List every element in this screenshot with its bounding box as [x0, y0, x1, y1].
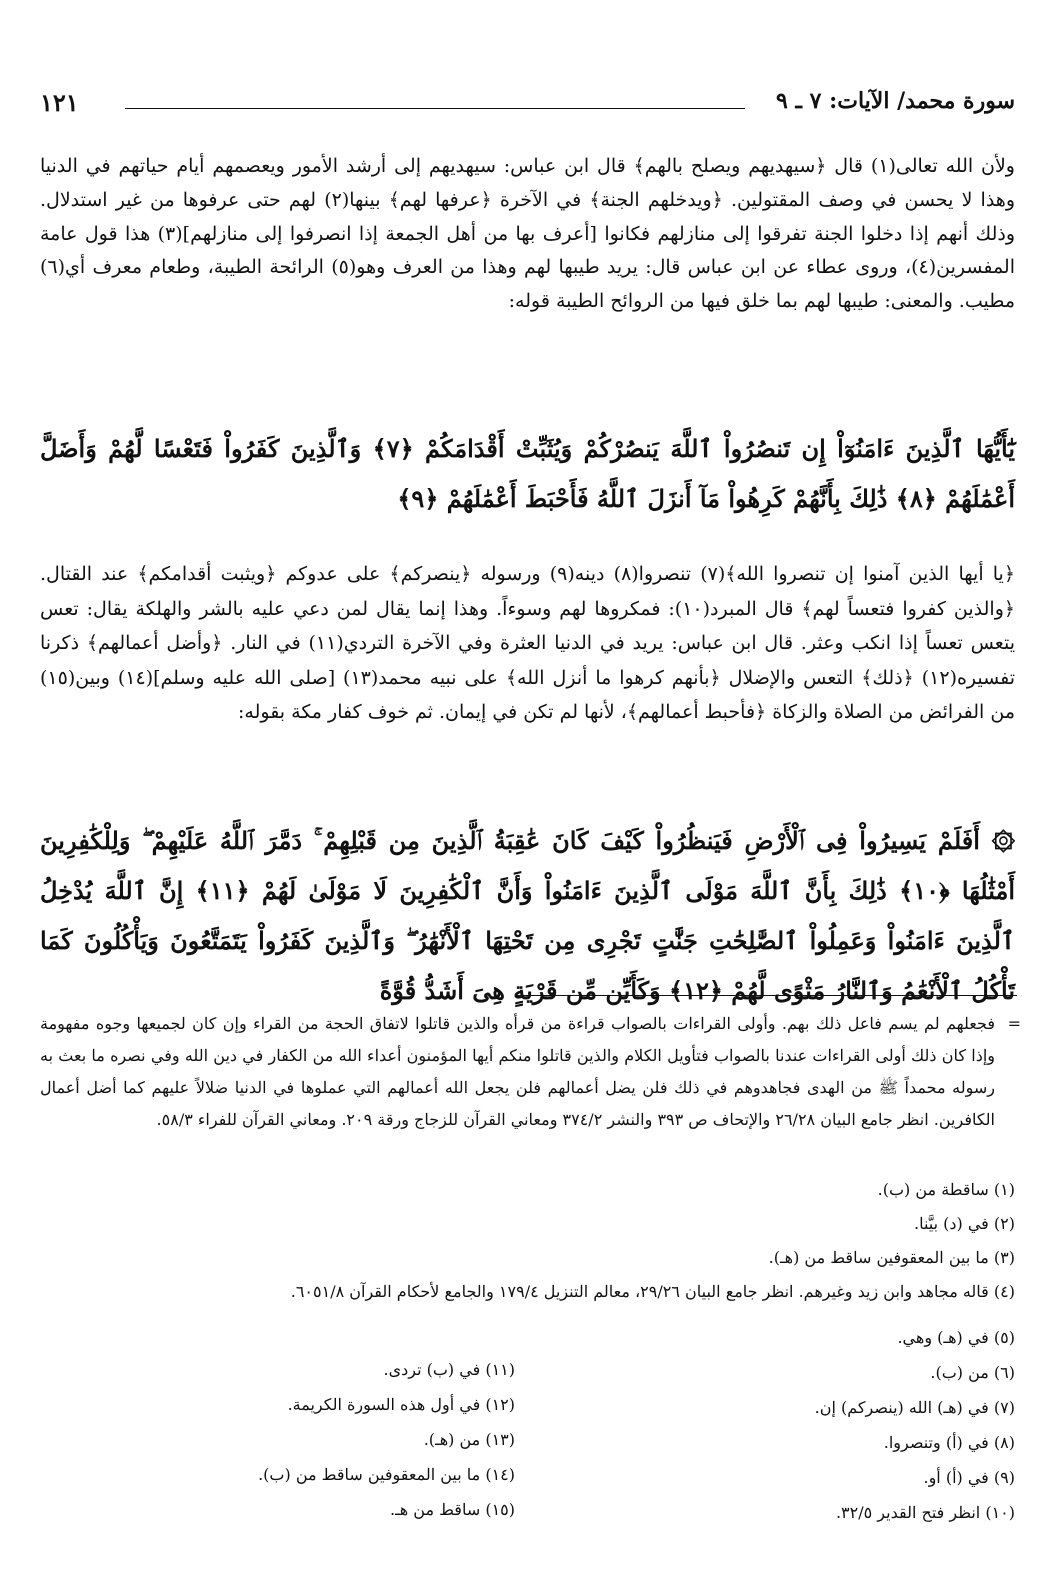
footnote-item: (١) ساقطة من (ب).	[877, 1180, 1015, 1199]
footnote-item: (١٥) ساقط من هـ.	[389, 1500, 515, 1519]
verse-text-2: ۞ أَفَلَمْ يَسِيرُواْ فِى ٱلْأَرْضِ فَيَنظُرُواْ كَيْفَ كَانَ عَٰقِبَةُ ٱلَّذِينَ مِن قَبْلِهِمْ ۚ دَمَّرَ ٱللَّهُ عَلَيْهِمْ ۖ وَلِلْكَٰفِرِينَ أَمْثَٰلُهَا ﴿١٠﴾ ذَٰلِكَ بِأَنَّ ٱللَّهَ مَوْلَى ٱلَّذِينَ ءَامَنُواْ وَأَنَّ ٱلْكَٰفِرِينَ لَا مَوْلَىٰ لَهُمْ ﴿١١﴾ إِنَّ ٱللَّهَ يُدْخِلُ ٱلَّذِينَ ءَامَنُواْ وَعَمِلُواْ ٱلصَّٰلِحَٰتِ جَنَّٰتٍ تَجْرِى مِن تَحْتِهَا ٱلْأَنْهَٰرُ ۖ وَٱلَّذِينَ كَفَرُواْ يَتَمَتَّعُونَ وَيَأْكُلُونَ كَمَا تَأْكُلُ ٱلْأَنْعَٰمُ وَٱلنَّارُ مَثْوًى لَّهُمْ ﴿١٢﴾ وَكَأَيِّن مِّن قَرْيَةٍ هِىَ أَشَدُّ قُوَّةً	[40, 826, 1016, 1005]
page-title: سورة محمد/ الآيات: ٧ ـ ٩	[776, 88, 1015, 114]
footnote-item: (١٣) من (هـ).	[423, 1430, 515, 1449]
footnote-item: (١١) في (ب) تردى.	[383, 1360, 515, 1379]
continuation-text: فجعلهم لم يسم فاعل ذلك بهم. وأولى القراءات بالصواب قراءة من قرأه والذين قاتلوا لاتفاق الحجة من القراء وإن كان لجميعها وجوه مفهومة وإذا كان ذلك أولى القراءات عندنا بالصواب فتأويل الكلام والذين قاتلوا منكم أيها المؤمنون أعداء الله من الكفار في دين الله وفي نصره ما بعث به رسوله محمداً ﷺ من الهدى فجاهدوهم في ذلك فلن يضل أعمالهم فلن يجعل الله أعمالهم التي عملوها في الدنيا ضلالاً عليهم كما أضل أعمال الكافرين. انظر جامع البيان ٢٦/٢٨ والإتحاف ص ٣٩٣ والنشر ٣٧٤/٢ ومعاني القرآن للزجاج ورقة ٢٠٩. ومعاني القرآن للفراء ٥٨/٣.	[40, 1014, 995, 1129]
commentary-paragraph-2	[40, 538, 1015, 749]
footnote-divider	[515, 995, 1017, 996]
quran-verses-7-9	[40, 420, 1015, 528]
footnote-item: (١٢) في أول هذه السورة الكريمة.	[287, 1395, 515, 1414]
header-rule	[125, 108, 745, 109]
footnote-item: (٥) في (هـ) وهي.	[897, 1328, 1015, 1347]
footnote-item: (٤) قاله مجاهد وابن زيد وغيرهم. انظر جامع البيان ٢٩/٢٦، معالم التنزيل ١٧٩/٤ والجامع لأحكام القرآن ٦٠٥١/٨.	[290, 1282, 1015, 1301]
page-header	[40, 88, 1015, 122]
commentary-text-1: ولأن الله تعالى(١) قال ﴿سيهديهم ويصلح بالهم﴾ قال ابن عباس: سيهديهم إلى أرشد الأمور ويعصمهم أيام حياتهم في الدنيا وهذا لا يحسن في وصف المقتولين. ﴿ويدخلهم الجنة﴾ في الآخرة ﴿عرفها لهم﴾ بينها(٢) لهم حتى عرفوها من غير استدلال. وذلك أنهم إذا دخلوا الجنة تفرقوا إلى منازلهم فكانوا [أعرف بها من أهل الجمعة إذا انصرفوا إلى منازلهم](٣) هذا قول عامة المفسرين(٤)، وروى عطاء عن ابن عباس قال: يريد طيبها لهم وهذا من العرف وهو(٥) الرائحة الطيبة، وطعام معرف أي(٦) مطيب. والمعنى: طيبها لهم بما خلق فيها من الروائح الطيبة قوله:	[40, 155, 1015, 313]
commentary-text-2: ﴿يا أيها الذين آمنوا إن تنصروا الله﴾(٧) تنصروا(٨) دينه(٩) ورسوله ﴿ينصركم﴾ على عدوكم ﴿ويثبت أقدامكم﴾ عند القتال. ﴿والذين كفروا فتعساً لهم﴾ قال المبرد(١٠): فمكروها لهم وسوءاً. وهذا إنما يقال لمن دعي عليه بالشر والهلكة يقال: تعس يتعس تعساً إذا انكب وعثر. قال ابن عباس: يريد في الدنيا العثرة وفي الآخرة التردي(١١) في النار. ﴿وأضل أعمالهم﴾ ذكرنا تفسيره(١٢) ﴿ذلك﴾ التعس والإضلال ﴿بأنهم كرهوا ما أنزل الله﴾ على نبيه محمد(١٣) [صلى الله عليه وسلم](١٤) وبين(١٥) من الفرائض من الصلاة والزكاة ﴿فأحبط أعمالهم﴾، لأنها لم تكن في إيمان. ثم خوف كفار مكة بقوله:	[40, 563, 1015, 723]
footnote-continuation	[40, 1008, 1021, 1136]
footnote-item: (٧) في (هـ) الله (ينصركم) إن.	[814, 1398, 1015, 1417]
footnote-item: (٣) ما بين المعقوفين ساقط من (هـ).	[768, 1248, 1015, 1267]
footnote-item: (٩) في (أ) أو.	[923, 1468, 1015, 1487]
footnote-item: (١٠) انظر فتح القدير ٣٢/٥.	[835, 1503, 1015, 1522]
continuation-marker: =	[1007, 1014, 1021, 1033]
footnote-item: (٨) في (أ) وتنصروا.	[883, 1433, 1015, 1452]
verse-text-1: يَٰٓأَيُّهَا ٱلَّذِينَ ءَامَنُوٓاْ إِن تَنصُرُواْ ٱللَّهَ يَنصُرْكُمْ وَيُثَبِّتْ أَقْدَامَكُمْ ﴿٧﴾ وَٱلَّذِينَ كَفَرُواْ فَتَعْسًا لَّهُمْ وَأَضَلَّ أَعْمَٰلَهُمْ ﴿٨﴾ ذَٰلِكَ بِأَنَّهُمْ كَرِهُواْ مَآ أَنزَلَ ٱللَّهُ فَأَحْبَطَ أَعْمَٰلَهُمْ ﴿٩﴾	[40, 434, 1016, 513]
commentary-paragraph-1	[40, 150, 1015, 319]
footnote-item: (١٤) ما بين المعقوفين ساقط من (ب).	[258, 1465, 515, 1484]
page-number: ١٢١	[40, 88, 79, 117]
footnote-item: (٦) من (ب).	[930, 1363, 1015, 1382]
footnote-item: (٢) في (د) بيَّنا.	[913, 1214, 1015, 1233]
quran-verses-10-13	[40, 812, 1015, 1020]
